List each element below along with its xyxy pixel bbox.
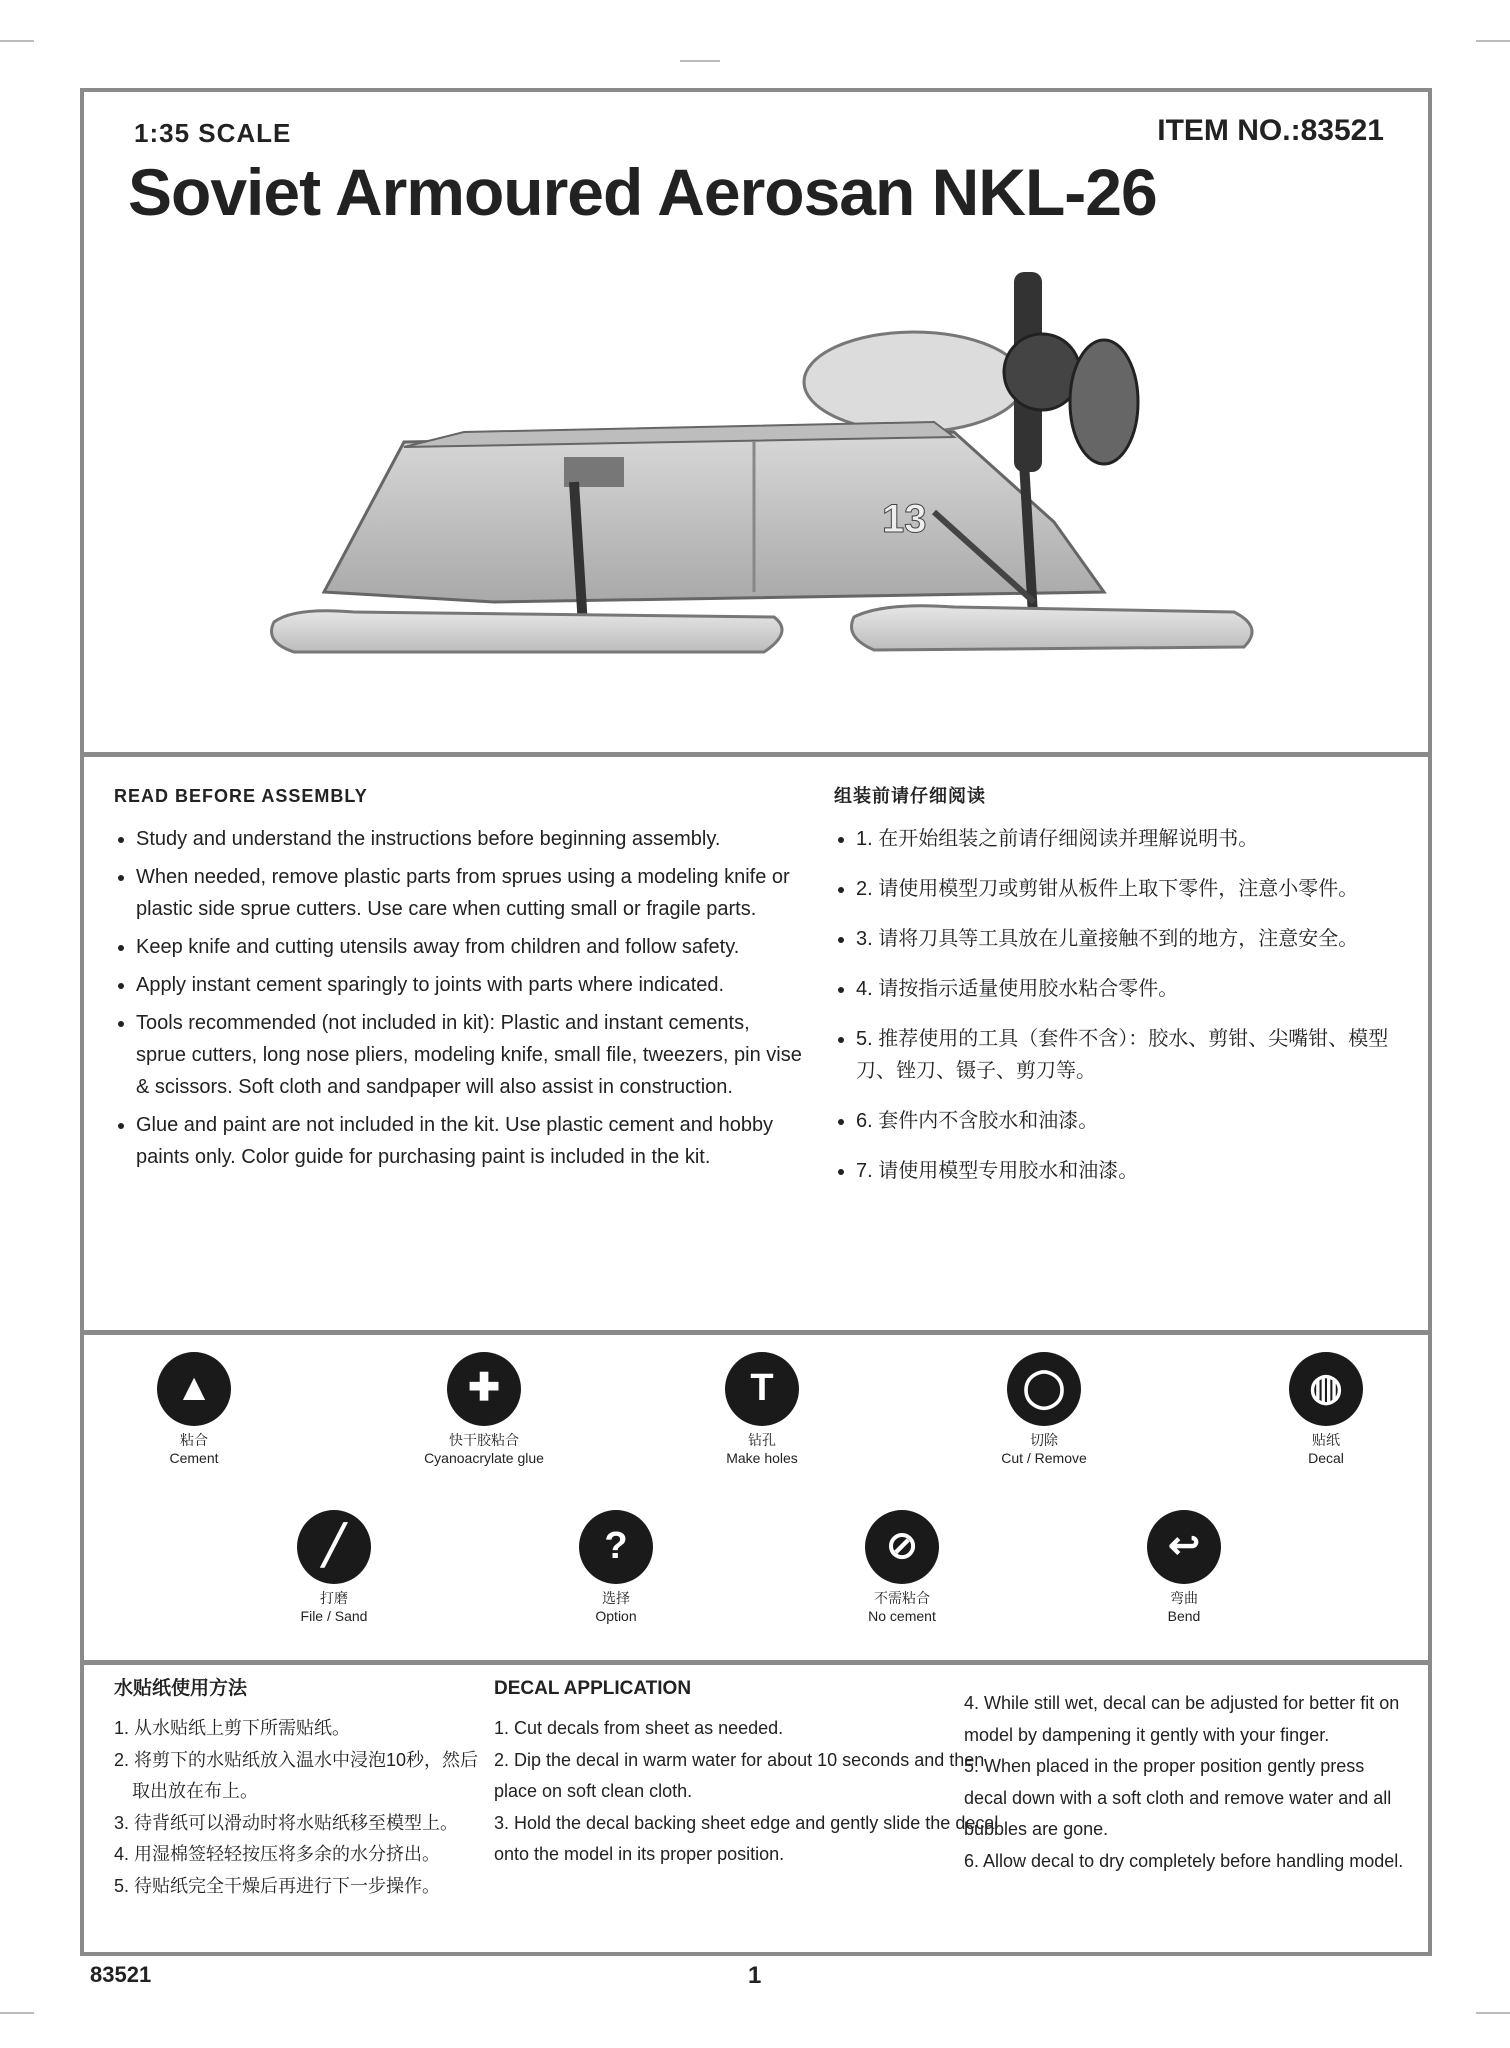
instruction-item-cn: • 5. 推荐使用的工具（套件不含）：胶水、剪钳、尖嘴钳、模型刀、锉刀、镊子、剪刀等。	[856, 1023, 1404, 1087]
decal-instructions-en	[494, 1672, 1014, 1871]
file-sand-icon: ╱	[297, 1510, 371, 1584]
decal-heading-en: DECAL APPLICATION	[494, 1678, 692, 1699]
symbol-decal	[1246, 1352, 1406, 1467]
decal-step-en: 3. Hold the decal backing sheet edge and gently slide the decal onto the model in its proper position.	[494, 1812, 999, 1865]
symbol-label-en: Cement	[169, 1449, 219, 1466]
section-divider	[84, 752, 1428, 757]
front-ski	[272, 611, 783, 652]
instruction-item-cn: • 2. 请使用模型刀或剪钳从板件上取下零件，注意小零件。	[856, 873, 1404, 905]
instructions-english	[114, 782, 804, 1179]
symbol-label-cn: 不需粘合	[874, 1590, 930, 1606]
decal-step-en: 5. When placed in the proper position gently press decal down with a soft cloth and remove water and all bubbles are gone.	[964, 1756, 1392, 1839]
section-divider	[84, 1330, 1428, 1335]
footer-item-code: 83521	[90, 1962, 152, 1987]
decal-heading-cn: 水贴纸使用方法	[114, 1678, 248, 1699]
make-holes-icon: T	[725, 1352, 799, 1426]
crop-mark	[680, 60, 720, 62]
symbol-no-cement	[822, 1510, 982, 1625]
symbol-label-cn: 钻孔	[748, 1432, 776, 1448]
rear-ski	[852, 606, 1253, 650]
symbol-label-en: Bend	[1167, 1607, 1201, 1624]
page-number: 1	[748, 1962, 762, 1989]
option-icon: ?	[579, 1510, 653, 1584]
instruction-item: • Glue and paint are not included in the kit. Use plastic cement and hobby paints only. Color guide for purchasing paint is included in the kit.	[136, 1109, 804, 1173]
instructions-heading-cn: 组装前请仔细阅读	[834, 786, 986, 806]
cut-remove-icon: ◯	[1007, 1352, 1081, 1426]
instruction-item-cn: • 4. 请按指示适量使用胶水粘合零件。	[856, 973, 1404, 1005]
symbol-label-en: Option	[595, 1607, 637, 1624]
symbol-label-cn: 切除	[1030, 1432, 1058, 1448]
symbol-option	[536, 1510, 696, 1625]
instruction-item-cn: • 7. 请使用模型专用胶水和油漆。	[856, 1155, 1404, 1187]
instruction-item: • When needed, remove plastic parts from sprues using a modeling knife or plastic side sprue cutters. Use care when cutting small or fragile parts.	[136, 861, 804, 925]
instructions-chinese	[834, 782, 1404, 1205]
symbol-cut-remove	[964, 1352, 1124, 1467]
symbol-label-en: Make holes	[726, 1449, 798, 1466]
symbol-label-en: Cyanoacrylate glue	[424, 1449, 544, 1466]
symbol-label-cn: 选择	[602, 1590, 630, 1606]
crop-mark	[0, 40, 34, 42]
symbol-label-en: File / Sand	[300, 1607, 368, 1624]
decal-step-en: 2. Dip the decal in warm water for about 10 seconds and then place on soft clean cloth.	[494, 1749, 985, 1802]
rear-strut	[1024, 462, 1034, 632]
symbol-label-cn: 打磨	[320, 1590, 348, 1606]
symbol-bend	[1104, 1510, 1264, 1625]
symbol-file-sand	[254, 1510, 414, 1625]
cement-icon: ▲	[157, 1352, 231, 1426]
propeller-disc	[1070, 340, 1138, 464]
symbol-instant-glue	[384, 1352, 584, 1467]
hull-number: 13	[882, 497, 927, 541]
engine-nacelle	[804, 332, 1024, 432]
decal-instructions-cn	[114, 1672, 484, 1902]
symbol-label-cn: 贴纸	[1312, 1432, 1340, 1448]
symbol-label-cn: 弯曲	[1170, 1590, 1198, 1606]
decal-step-en: 1. Cut decals from sheet as needed.	[494, 1718, 784, 1739]
symbol-label-cn: 粘合	[180, 1432, 208, 1448]
scale-label: 1:35 SCALE	[134, 118, 292, 148]
decal-step-en: 6. Allow decal to dry completely before handling model.	[964, 1850, 1404, 1871]
instruction-item-cn: • 1. 在开始组装之前请仔细阅读并理解说明书。	[856, 823, 1404, 855]
symbol-label-en: No cement	[868, 1607, 936, 1624]
symbol-label-en: Decal	[1308, 1449, 1344, 1466]
instruction-item: • Tools recommended (not included in kit): Plastic and instant cements, sprue cutters, long nose pliers, modeling knife, small file, tweezers, pin vise & scissors. Soft cloth and sandpaper will also assist in construction.	[136, 1007, 804, 1103]
aerosan-illustration	[234, 262, 1334, 662]
instruction-item-cn: • 6. 套件内不含胶水和油漆。	[856, 1105, 1404, 1137]
instruction-page	[80, 88, 1432, 1956]
symbol-legend	[84, 1342, 1428, 1662]
decal-icon: ◍	[1289, 1352, 1363, 1426]
instant-glue-icon: ✚	[447, 1352, 521, 1426]
symbol-label-en: Cut / Remove	[1001, 1449, 1087, 1466]
item-number: ITEM NO.:83521	[1157, 114, 1384, 147]
decal-step-cn: 4. 用湿棉签轻轻按压将多余的水分挤出。	[114, 1844, 441, 1865]
no-cement-icon: ⊘	[865, 1510, 939, 1584]
crop-mark	[1476, 2012, 1510, 2014]
decal-instructions-en-continued	[964, 1688, 1404, 1877]
instructions-heading: READ BEFORE ASSEMBLY	[114, 786, 368, 806]
decal-step-cn: 2. 将剪下的水贴纸放入温水中浸泡10秒，然后	[114, 1749, 479, 1770]
symbol-make-holes	[682, 1352, 842, 1467]
symbol-label-cn: 快干胶粘合	[449, 1432, 519, 1448]
armoured-hull	[324, 432, 1104, 602]
section-divider	[84, 1660, 1428, 1665]
symbol-cement	[114, 1352, 274, 1467]
instruction-item: • Apply instant cement sparingly to joints with parts where indicated.	[136, 969, 804, 1001]
instruction-item: • Study and understand the instructions before beginning assembly.	[136, 823, 804, 855]
decal-step-en: 4. While still wet, decal can be adjusted for better fit on model by dampening it gently with your finger.	[964, 1693, 1400, 1745]
crop-mark	[0, 2012, 34, 2014]
decal-step-cn: 3. 待背纸可以滑动时将水贴纸移至模型上。	[114, 1812, 459, 1833]
bend-icon: ↩	[1147, 1510, 1221, 1584]
instruction-item-cn: • 3. 请将刀具等工具放在儿童接触不到的地方，注意安全。	[856, 923, 1404, 955]
instruction-item: • Keep knife and cutting utensils away from children and follow safety.	[136, 931, 804, 963]
decal-step-cn: 取出放在布上。	[132, 1781, 258, 1802]
page-title: Soviet Armoured Aerosan NKL-26	[128, 155, 1157, 229]
decal-step-cn: 5. 待贴纸完全干燥后再进行下一步操作。	[114, 1875, 441, 1896]
decal-step-cn: 1. 从水贴纸上剪下所需贴纸。	[114, 1718, 351, 1739]
crop-mark	[1476, 40, 1510, 42]
